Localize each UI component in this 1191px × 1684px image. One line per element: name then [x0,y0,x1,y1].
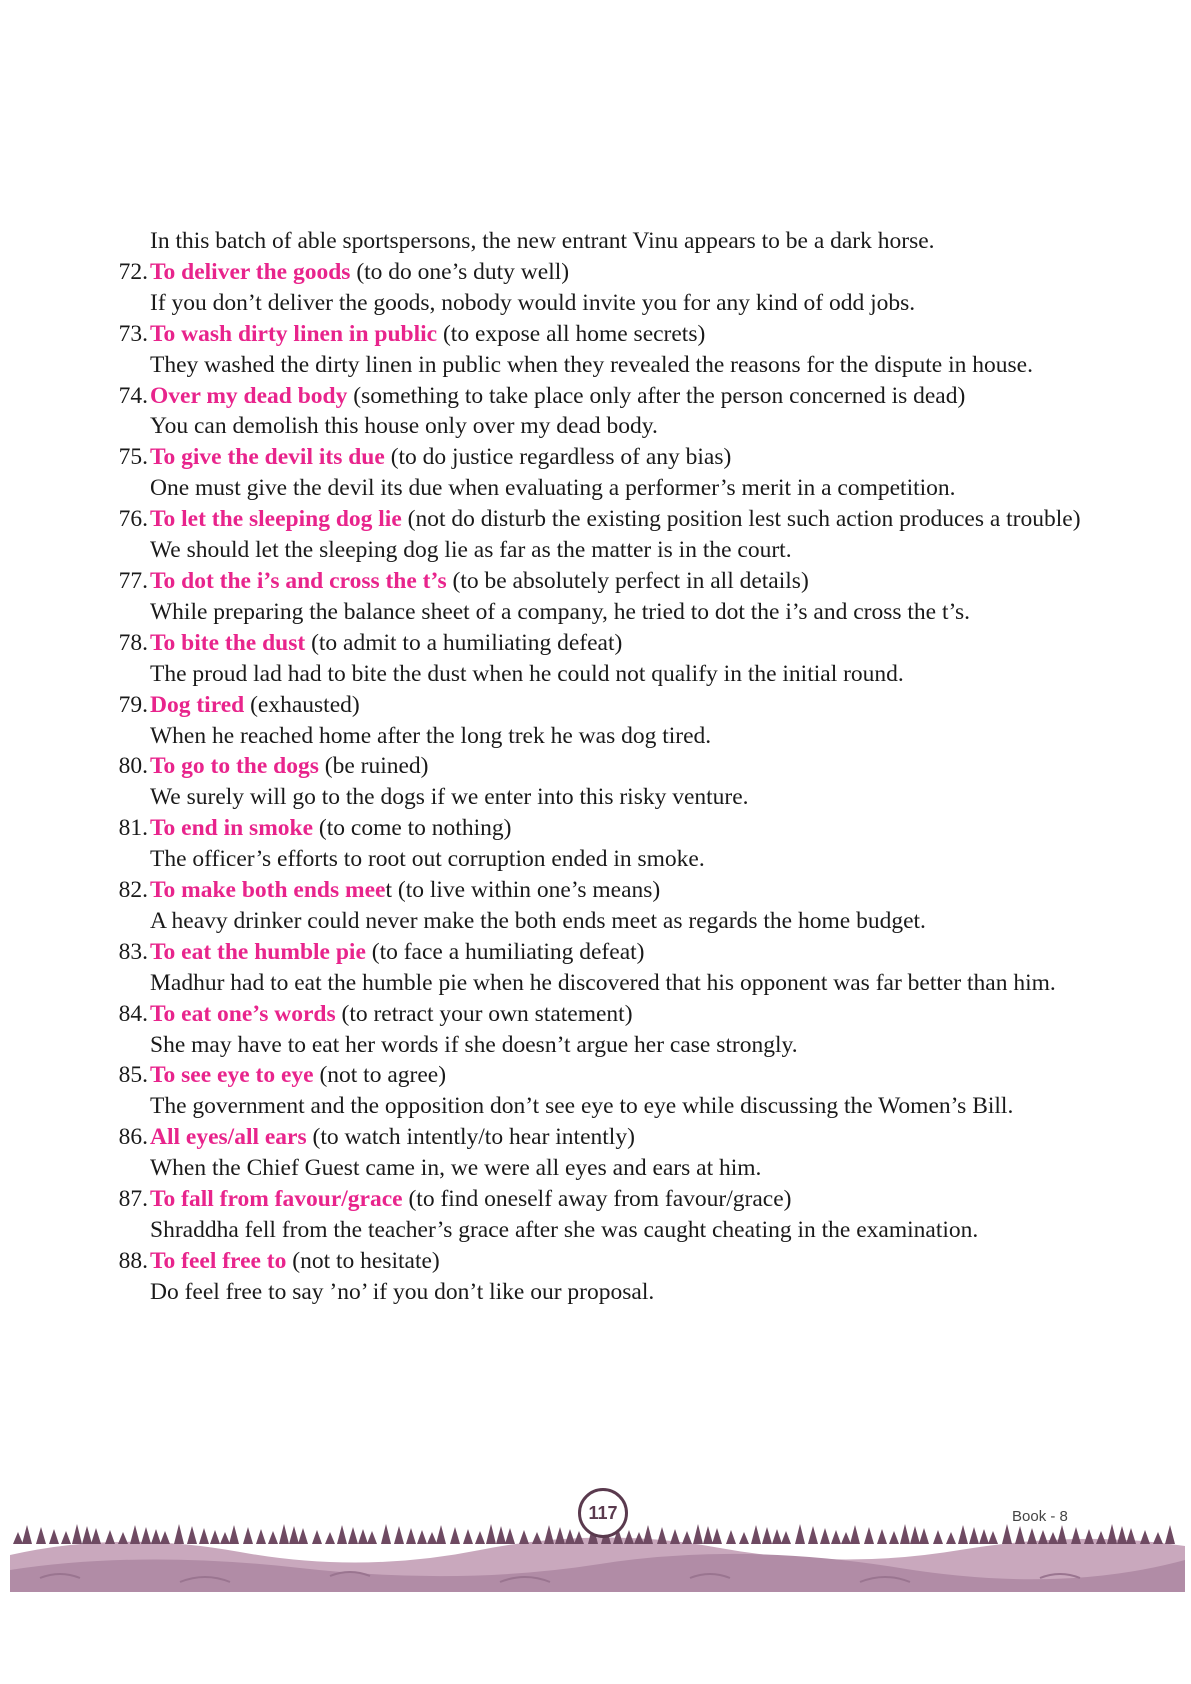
idiom-example: A heavy drinker could never make the both ends meet as regards the home budget. [150,907,926,934]
tree-icon [72,1524,82,1544]
intro-example: In this batch of able sportspersons, the new entrant Vinu appears to be a dark horse. [150,228,935,254]
entry-number: 76. [118,506,148,533]
tree-icon [450,1527,460,1544]
idiom-example: We should let the sleeping dog lie as far as the matter is in the court. [150,537,792,564]
page-number: 117 [578,1488,628,1538]
entry-number: 77. [118,567,148,594]
idiom-phrase: To feel free to [150,1247,287,1274]
tree-icon [475,1531,485,1544]
tree-icon [565,1529,575,1544]
tree-icon [808,1526,818,1544]
idiom-entry-78 [108,628,1092,690]
tree-icon [643,1525,653,1544]
tree-icon [831,1530,841,1544]
idiom-phrase: To make both ends mee [150,877,386,904]
tree-icon [919,1528,929,1544]
idiom-phrase: To deliver the goods [150,258,351,285]
idiom-example: Madhur had to eat the humble pie when he discovered that his opponent was far better than him. [150,969,1056,996]
tree-icon [1117,1526,1127,1544]
tree-icon [519,1530,529,1544]
tree-icon [312,1530,322,1544]
tree-icon [969,1527,979,1544]
idiom-meaning: (to do justice regardless of any bias) [384,444,732,471]
idiom-phrase: To give the devil its due [150,444,385,471]
tree-icon [325,1532,335,1544]
tree-icon [496,1526,506,1544]
tree-icon [850,1525,860,1544]
entry-number: 88. [118,1247,148,1274]
idiom-phrase: To fall from favour/grace [150,1186,403,1213]
idiom-example: The officer’s efforts to root out corruption ended in smoke. [150,846,705,873]
idiom-meaning: (to face a humiliating defeat) [365,938,645,965]
idiom-meaning: (to come to nothing) [313,815,512,842]
entry-number: 72. [118,258,148,285]
tree-icon [544,1525,554,1544]
tree-icon [367,1531,377,1544]
tree-icon [634,1532,644,1544]
idiom-phrase: To bite the dust [150,629,306,656]
tree-icon [1057,1525,1067,1544]
idiom-meaning: (to admit to a humiliating defeat) [305,629,623,656]
idiom-example: If you don’t deliver the goods, nobody would invite you for any kind of odd jobs. [150,289,916,316]
tree-icon [1015,1526,1025,1544]
idiom-meaning: (to retract your own statement) [335,1000,633,1027]
tree-icon [781,1531,791,1544]
tree-icon [751,1525,761,1544]
tree-icon [703,1526,713,1544]
tree-icon [151,1529,161,1544]
idiom-entry-73 [108,319,1092,381]
tree-icon [279,1524,289,1544]
tree-icon [298,1528,308,1544]
idiom-phrase: All eyes/all ears [150,1124,307,1151]
idiom-meaning: (exhausted) [244,691,360,718]
tree-icon [726,1530,736,1544]
tree-icon [36,1527,46,1544]
idiom-meaning: (to find oneself away from favour/grace) [402,1186,792,1213]
entry-number: 78. [118,629,148,656]
idiom-meaning: (to watch intently/to hear intently) [306,1124,635,1151]
idiom-entry-77 [108,566,1092,628]
tree-icon [220,1532,230,1544]
tree-icon [427,1532,437,1544]
tree-icon [463,1529,473,1544]
tree-icon [337,1525,347,1544]
idiom-phrase: To go to the dogs [150,753,319,780]
book-label: Book - 8 [1012,1508,1068,1525]
tree-icon [174,1524,184,1544]
idiom-meaning: (be ruined) [318,753,429,780]
tree-icon [505,1528,515,1544]
tree-icon [256,1529,266,1544]
entry-number: 79. [118,691,148,718]
idiom-list [108,226,1092,1308]
tree-icon [795,1524,805,1544]
tree-icon [187,1526,197,1544]
idiom-example: When he reached home after the long trek he was dog tired. [150,722,712,749]
tree-icon [268,1531,278,1544]
tree-icon [1071,1527,1081,1544]
idiom-meaning: (something to take place only after the person concerned is dead) [347,382,966,409]
tree-icon [82,1526,92,1544]
tree-icon [105,1530,115,1544]
idiom-entry-74 [108,381,1092,443]
tree-icon [160,1531,170,1544]
tree-icon [979,1529,989,1544]
tree-icon [1002,1524,1012,1544]
tree-icon [289,1526,299,1544]
entry-number: 84. [118,1000,148,1027]
entry-number: 75. [118,444,148,471]
idiom-meaning: (to do one’s duty well) [350,258,570,285]
idiom-entry-84 [108,999,1092,1061]
idiom-example: The government and the opposition don’t see eye to eye while discussing the Women’s Bill. [150,1093,1014,1120]
idiom-entry-81 [108,813,1092,875]
tree-icon [958,1525,968,1544]
tree-icon [1084,1529,1094,1544]
tree-icon [712,1528,722,1544]
idiom-phrase: To end in smoke [150,815,314,842]
idiom-example: Do feel free to say ’no’ if you don’t like our proposal. [150,1278,655,1305]
idiom-example: You can demolish this house only over my dead body. [150,413,658,440]
tree-icon [1027,1528,1037,1544]
tree-icon [670,1529,680,1544]
idiom-entry-87 [108,1184,1092,1246]
tree-icon [555,1527,565,1544]
idiom-entry-86 [108,1122,1092,1184]
idiom-entry-75 [108,442,1092,504]
tree-icon [1140,1530,1150,1544]
idiom-meaning: t (to live within one’s means) [385,877,661,904]
idiom-phrase: To let the sleeping dog lie [150,506,402,533]
tree-icon [243,1527,253,1544]
idiom-meaning: (to be absolutely perfect in all details) [446,567,809,594]
idiom-entry-76 [108,504,1092,566]
idiom-entry-85 [108,1060,1092,1122]
tree-icon [210,1530,220,1544]
tree-icon [841,1532,851,1544]
tree-icon [394,1526,404,1544]
idiom-entry-72 [108,257,1092,319]
idiom-meaning: (not to hesitate) [286,1247,440,1274]
tree-icon [532,1532,542,1544]
idiom-example: One must give the devil its due when evaluating a performer’s merit in a competition. [150,475,956,502]
entry-number: 81. [118,815,148,842]
tree-icon [118,1532,128,1544]
tree-icon [772,1529,782,1544]
entry-number: 83. [118,938,148,965]
tree-icon [417,1530,427,1544]
tree-icon [199,1528,209,1544]
entry-number: 82. [118,877,148,904]
idiom-entry-80 [108,751,1092,813]
tree-icon [406,1528,416,1544]
idiom-entry-82 [108,875,1092,937]
tree-icon [1126,1528,1136,1544]
tree-icon [864,1527,874,1544]
tree-icon [22,1525,32,1544]
entry-number: 74. [118,382,148,409]
idiom-phrase: Over my dead body [150,382,348,409]
tree-icon [1165,1525,1175,1544]
tree-icon [877,1529,887,1544]
tree-icon [910,1526,920,1544]
tree-icon [624,1530,634,1544]
tree-icon [682,1531,692,1544]
idiom-example: While preparing the balance sheet of a company, he tried to dot the i’s and cross the t’s. [150,598,971,625]
tree-icon [91,1528,101,1544]
tree-icon [49,1529,59,1544]
idiom-phrase: To eat one’s words [150,1000,336,1027]
idiom-example: She may have to eat her words if she doesn’t argue her case strongly. [150,1031,798,1058]
tree-icon [141,1527,151,1544]
idiom-phrase: Dog tired [150,691,245,718]
tree-icon [889,1531,899,1544]
idiom-example: We surely will go to the dogs if we enter into this risky venture. [150,784,749,811]
tree-icon [381,1524,391,1544]
entry-number: 73. [118,320,148,347]
idiom-example: Shraddha fell from the teacher’s grace after she was caught cheating in the examination. [150,1217,979,1243]
tree-icon [988,1531,998,1544]
tree-icon [574,1531,584,1544]
tree-icon [1096,1531,1106,1544]
tree-icon [946,1532,956,1544]
idiom-phrase: To eat the humble pie [150,938,366,965]
tree-icon [348,1527,358,1544]
tree-icon [130,1525,140,1544]
entry-number: 85. [118,1062,148,1089]
idiom-example: The proud lad had to bite the dust when he could not qualify in the initial round. [150,660,904,687]
idiom-entry-88 [108,1246,1092,1308]
tree-icon [820,1528,830,1544]
idiom-entry-79 [108,690,1092,752]
tree-icon [1038,1530,1048,1544]
tree-icon [762,1527,772,1544]
tree-icon [358,1529,368,1544]
tree-icon [1107,1524,1117,1544]
tree-icon [693,1524,703,1544]
tree-icon [739,1532,749,1544]
entry-number: 86. [118,1124,148,1151]
idiom-example: They washed the dirty linen in public when they revealed the reasons for the dispute in house. [150,351,1033,378]
idiom-meaning: (not do disturb the existing position lest such action produces a trouble) [401,506,1081,533]
tree-icon [933,1530,943,1544]
idiom-phrase: To dot the i’s and cross the t’s [150,567,447,594]
tree-icon [486,1524,496,1544]
idiom-phrase: To wash dirty linen in public [150,320,438,347]
idiom-phrase: To see eye to eye [150,1062,314,1089]
tree-icon [1153,1532,1163,1544]
tree-icon [61,1531,71,1544]
tree-icon [436,1525,446,1544]
idiom-example: When the Chief Guest came in, we were all eyes and ears at him. [150,1155,762,1182]
tree-icon [1048,1532,1058,1544]
entry-number: 87. [118,1186,148,1213]
tree-icon [13,1532,23,1544]
idiom-meaning: (not to agree) [313,1062,447,1089]
tree-icon [229,1525,239,1544]
entry-number: 80. [118,753,148,780]
idiom-entry-83 [108,937,1092,999]
tree-icon [657,1527,667,1544]
tree-icon [900,1524,910,1544]
idiom-meaning: (to expose all home secrets) [437,320,706,347]
